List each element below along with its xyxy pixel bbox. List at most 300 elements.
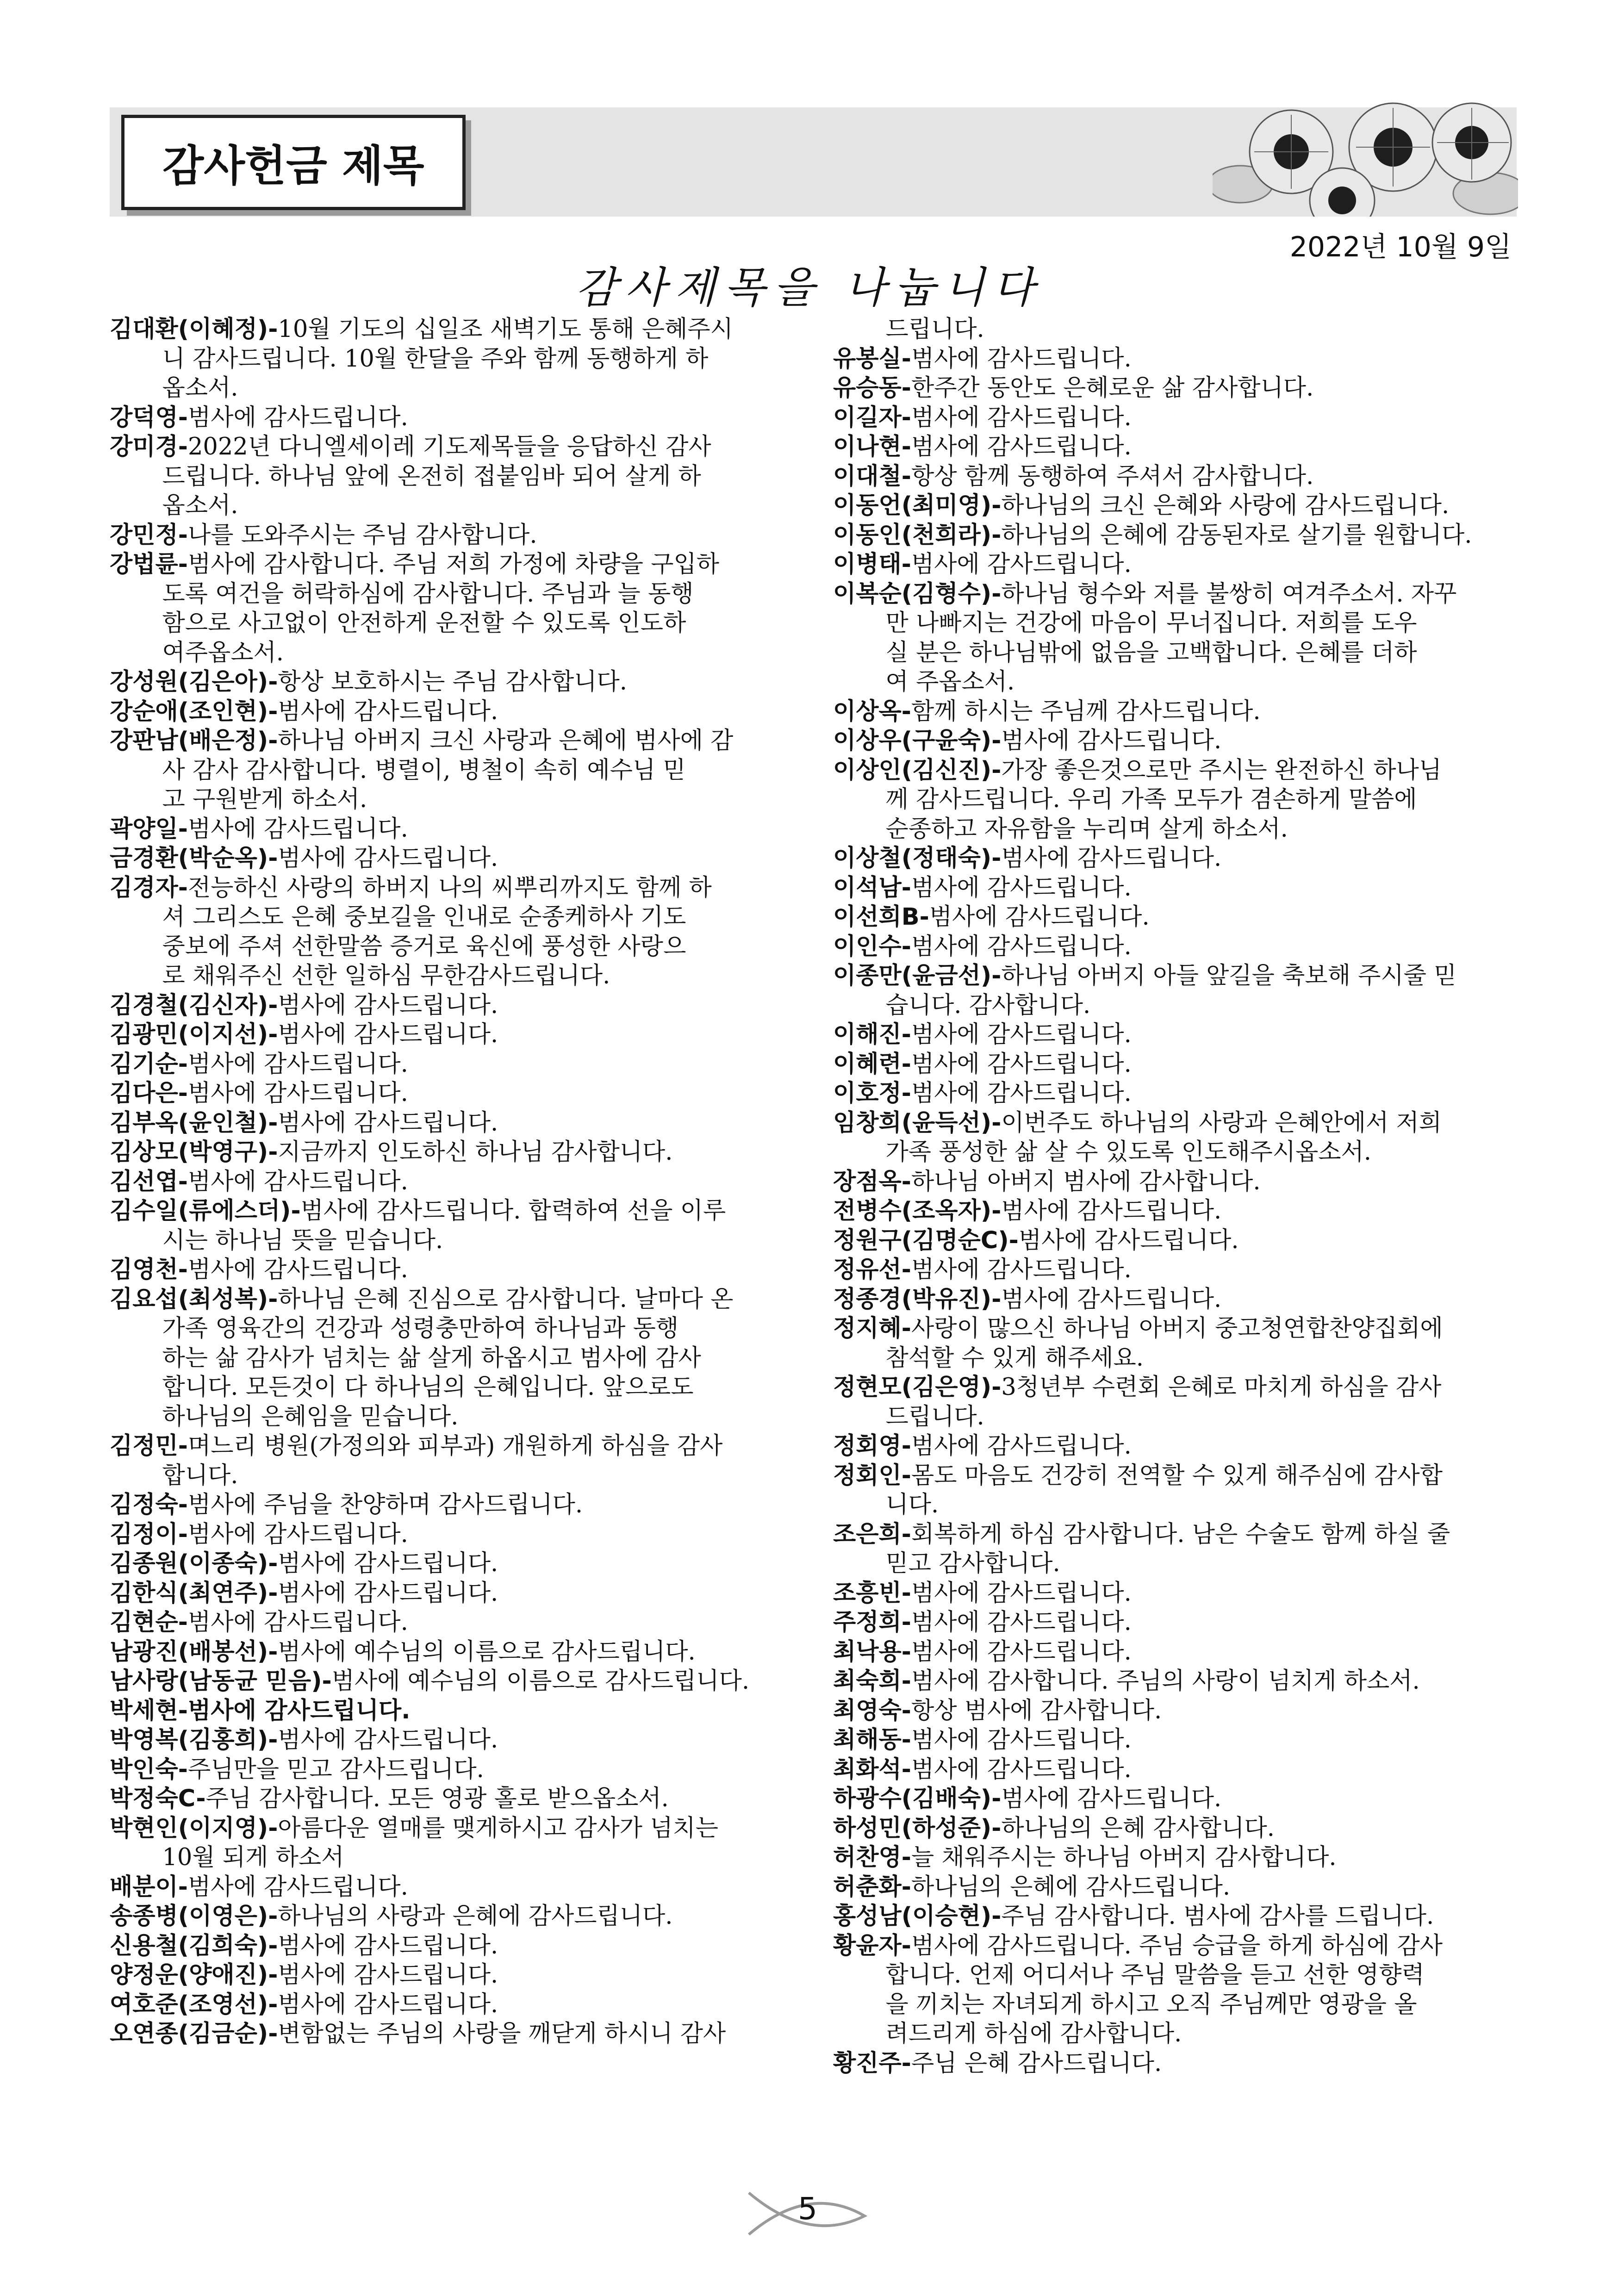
entry-line [110, 1196, 795, 1226]
entry-text: 범사에 감사드립니다. [911, 1432, 1132, 1460]
entry-name: 하성민(하성준)- [833, 1814, 1002, 1842]
entry-name: 정지혜- [833, 1315, 911, 1342]
entry-name: 강판남(배은정)- [110, 727, 278, 754]
entry-text: 도록 여건을 허락하심에 감사합니다. 주님과 늘 동행 [110, 580, 694, 608]
entry-text: 범사에 감사드립니다. [1018, 1226, 1239, 1254]
entry-name: 전병수(조옥자)- [833, 1197, 1002, 1225]
entry-name: 김대환(이혜정)- [110, 316, 278, 343]
entry-text: 범사에 감사드립니다. [278, 1726, 498, 1754]
entry-line [110, 932, 795, 962]
entry-text: 범사에 예수님의 이름으로 감사드립니다. [278, 1638, 696, 1666]
entry-text: 범사에 감사드립니다. [1001, 727, 1222, 754]
entry-line [833, 785, 1518, 815]
entry-text: 아름다운 열매를 맺게하시고 감사가 넘치는 [278, 1814, 719, 1842]
issue-date: 2022년 10월 9일 [1289, 231, 1512, 263]
entry-line [833, 1902, 1518, 1931]
entry-line [110, 638, 795, 668]
entry-line [833, 1873, 1518, 1902]
entry-line [833, 432, 1518, 462]
entry-text: 범사에 감사드립니다. [187, 1080, 408, 1107]
entry-text: 범사에 감사드립니다. [278, 845, 498, 872]
entry-name: 이혜련- [833, 1050, 911, 1078]
entry-line [110, 1637, 795, 1667]
entry-line [833, 844, 1518, 873]
entry-text: 10월 되게 하소서 [110, 1844, 344, 1871]
entry-line [833, 726, 1518, 756]
entry-name: 김선엽- [110, 1168, 188, 1195]
entry-text: 범사에 감사드립니다. [278, 1579, 498, 1607]
entry-name: 정유선- [833, 1256, 911, 1283]
entry-text: 범사에 주님을 찬양하며 감사드립니다. [187, 1491, 583, 1518]
entry-line [833, 1960, 1518, 1990]
entry-text: 중보에 주셔 선한말씀 증거로 육신에 풍성한 사랑으 [110, 933, 686, 960]
entry-name: 정현모(김은영)- [833, 1374, 1002, 1401]
entry-line [110, 1549, 795, 1579]
entry-line [833, 609, 1518, 638]
entry-text: 범사에 감사드립니다. [911, 1579, 1132, 1607]
entry-text: 범사에 감사드립니다. [911, 1755, 1132, 1783]
entry-text: 범사에 예수님의 이름으로 감사드립니다. [331, 1668, 750, 1695]
entry-line [833, 902, 1518, 932]
entry-text: 항상 보호하시는 주님 감사합니다. [278, 668, 627, 696]
entry-name: 박영복(김홍희)- [110, 1726, 278, 1754]
entry-text: 하나님 형수와 저를 불쌍히 여겨주소서. 자꾸 [1001, 580, 1457, 608]
entry-text: 범사에 감사드립니다. [278, 1550, 498, 1577]
entry-line [110, 726, 795, 756]
entry-line [833, 1020, 1518, 1050]
entry-text: 범사에 감사드립니다. [911, 1726, 1132, 1754]
entry-name: 허찬영- [833, 1844, 911, 1871]
entry-line [833, 697, 1518, 727]
entry-line [833, 1696, 1518, 1726]
entry-line [110, 1990, 795, 2020]
entry-line [110, 1314, 795, 1344]
entry-line [110, 550, 795, 579]
page-title: 감사헌금 제목 [121, 115, 466, 210]
entry-text: 드립니다. [833, 1403, 984, 1431]
entry-line [110, 1960, 795, 1990]
entry-text: 드립니다. 하나님 앞에 온전히 접붙임바 되어 살게 하 [110, 462, 701, 490]
entry-line [833, 2019, 1518, 2049]
entry-name: 이동인(천희라)- [833, 521, 1002, 549]
entry-text: 니다. [833, 1491, 939, 1518]
entry-line [833, 1079, 1518, 1108]
entry-text: 범사에 감사드립니다. [1001, 1285, 1222, 1313]
right-column [833, 315, 1518, 2078]
entry-line [110, 521, 795, 550]
entry-name: 강순애(조인현)- [110, 697, 278, 725]
entry-line [833, 491, 1518, 521]
entry-text: 주님 감사합니다. 모든 영광 홀로 받으옵소서. [205, 1785, 669, 1812]
entry-line [110, 1784, 795, 1814]
entry-text: 범사에 감사드립니다. [911, 345, 1132, 373]
entry-name: 김정숙- [110, 1491, 188, 1518]
entry-text: 범사에 감사드립니다. [187, 404, 408, 431]
entry-name: 최낙용- [833, 1638, 911, 1666]
entry-text: 범사에 감사드립니다. 합력하여 선을 이루 [300, 1197, 726, 1225]
entry-name: 이복순(김형수)- [833, 580, 1002, 608]
entry-text: 가족 풍성한 삶 살 수 있도록 인도해주시옵소서. [833, 1139, 1372, 1166]
entry-line [833, 1461, 1518, 1491]
entry-line [110, 1285, 795, 1314]
entry-text: 하나님 아버지 크신 사랑과 은혜에 범사에 감 [278, 727, 734, 754]
entry-name: 정회인- [833, 1462, 911, 1489]
entry-line [833, 932, 1518, 962]
entry-name: 박정숙C- [110, 1785, 206, 1812]
entry-line [110, 1461, 795, 1491]
entry-text: 범사에 감사드립니다. [911, 1080, 1132, 1107]
entry-line [833, 1725, 1518, 1755]
entry-text: 려드리게 하심에 감사합니다. [833, 2020, 1182, 2047]
entry-line [833, 1931, 1518, 1961]
entry-line [110, 1402, 795, 1432]
entry-text: 함으로 사고없이 안전하게 운전할 수 있도록 인도하 [110, 610, 686, 637]
entry-name: 남광진(배봉선)- [110, 1638, 278, 1666]
entry-name: 황진주- [833, 2049, 911, 2077]
entry-line [110, 1020, 795, 1050]
entry-text: 하나님의 은혜임을 믿습니다. [110, 1403, 459, 1431]
entry-line [110, 1431, 795, 1461]
entry-line [833, 1608, 1518, 1637]
entry-text: 범사에 감사드립니다. [1001, 1197, 1222, 1225]
entry-name: 강미경- [110, 433, 188, 460]
entry-name: 하광수(김배숙)- [833, 1785, 1002, 1812]
entry-text: 실 분은 하나님밖에 없음을 고백합니다. 은혜를 더하 [833, 639, 1417, 666]
entry-text: 한주간 동안도 은혜로운 삶 감사합니다. [911, 374, 1314, 402]
entry-text: 하나님 아버지 아들 앞길을 축보해 주시줄 믿 [1001, 962, 1457, 989]
entry-line [833, 1667, 1518, 1696]
entry-name: 조은희- [833, 1520, 911, 1548]
entry-line [833, 638, 1518, 668]
entry-line [833, 1520, 1518, 1549]
entry-line [833, 550, 1518, 579]
entry-text: 범사에 감사드립니다. [187, 1256, 408, 1283]
entry-name: 허춘화- [833, 1873, 911, 1901]
entry-text: 항상 함께 동행하여 주셔서 감사합니다. [911, 462, 1314, 490]
entry-text: 범사에 감사합니다. 주님의 사랑이 넘치게 하소서. [911, 1668, 1420, 1695]
entry-name: 김수일(류에스더)- [110, 1197, 301, 1225]
entry-text: 나를 도와주시는 주님 감사합니다. [187, 521, 537, 549]
entry-line [110, 815, 795, 844]
entry-text: 전능하신 사랑의 하버지 나의 씨뿌리까지도 함께 하 [187, 874, 712, 902]
entry-text: 늘 채워주시는 하나님 아버지 감사합니다. [911, 1844, 1337, 1871]
entry-text: 범사에 감사드립니다. [911, 551, 1132, 578]
entry-text: 범사에 감사드립니다. [278, 1932, 498, 1960]
entry-name: 유봉실- [833, 345, 911, 373]
entry-text: 범사에 감사드립니다. [187, 1050, 408, 1078]
entry-text: 범사에 감사드립니다. [911, 1638, 1132, 1666]
entry-line [110, 756, 795, 785]
entry-text: 사랑이 많으신 하나님 아버지 중고청연합찬양집회에 [911, 1315, 1443, 1342]
entry-text: 사 감사 감사합니다. 병렬이, 병철이 속히 예수님 믿 [110, 756, 686, 784]
entry-name: 정종경(박유진)- [833, 1285, 1002, 1313]
entry-text: 시는 하나님 뜻을 믿습니다. [110, 1226, 443, 1254]
entry-line [833, 1138, 1518, 1167]
entry-name: 최숙희- [833, 1668, 911, 1695]
entry-name: 김경철(김신자)- [110, 991, 278, 1019]
entry-text: 합니다. 언제 어디서나 주님 말씀을 듣고 선한 영향력 [833, 1961, 1425, 1989]
entry-line [833, 667, 1518, 697]
entry-text: 순종하고 자유함을 누리며 살게 하소서. [833, 815, 1288, 843]
entry-line [110, 609, 795, 638]
entry-line [110, 1696, 795, 1726]
entry-line [833, 1784, 1518, 1814]
entry-text: 가족 영육간의 건강과 성령충만하여 하나님과 동행 [110, 1315, 679, 1342]
page-number: 5 [798, 2191, 817, 2227]
entry-text: 범사에 감사드립니다. [911, 933, 1132, 960]
entry-name: 강법륜- [110, 551, 188, 578]
entry-line [833, 1373, 1518, 1402]
entry-line [110, 403, 795, 433]
entry-name: 강덕영- [110, 404, 188, 431]
entry-text: 옵소서. [110, 374, 238, 402]
entry-text: 하나님의 은혜에 감사드립니다. [911, 1873, 1231, 1901]
entry-text: 범사에 감사드립니다. [187, 815, 408, 843]
entry-text: 습니다. 감사합니다. [833, 991, 1091, 1019]
entry-line [110, 1814, 795, 1843]
entry-text: 범사에 감사드립니다. [187, 1609, 408, 1636]
sunflower-bouquet-image [1213, 101, 1518, 217]
entry-line [110, 961, 795, 991]
entry-line [833, 1490, 1518, 1520]
entry-text: 하나님 아버지 범사에 감사합니다. [911, 1168, 1261, 1195]
entry-name: 이대철- [833, 462, 911, 490]
entry-name: 이종만(윤금선)- [833, 962, 1002, 989]
entry-name: 김한식(최연주)- [110, 1579, 278, 1607]
entry-line [110, 902, 795, 932]
entry-line [833, 315, 1518, 344]
entry-text: 범사에 감사드립니다. [278, 1109, 498, 1137]
entry-text: 범사에 감사드립니다. [278, 697, 498, 725]
entry-line [110, 315, 795, 344]
entry-text: 2022년 다니엘세이레 기도제목들을 응답하신 감사 [187, 433, 711, 460]
entry-name: 정원구(김명순C)- [833, 1226, 1019, 1254]
entry-line [110, 1755, 795, 1785]
entry-name: 장점옥- [833, 1168, 911, 1195]
entry-text: 범사에 감사드립니다. [278, 1961, 498, 1989]
entry-line [110, 1608, 795, 1637]
entry-name: 김경자- [110, 874, 188, 902]
entry-text: 합니다. 모든것이 다 하나님의 은혜입니다. 앞으로도 [110, 1374, 694, 1401]
entry-line [110, 1490, 795, 1520]
entry-line [833, 1990, 1518, 2020]
entry-name: 이호정- [833, 1080, 911, 1107]
entry-text: 범사에 감사드립니다. [1001, 1785, 1222, 1812]
entry-name: 정회영- [833, 1432, 911, 1460]
entry-line [833, 344, 1518, 374]
entry-text: 항상 범사에 감사합니다. [911, 1697, 1162, 1724]
entry-name: 홍성남(이승현)- [833, 1903, 1002, 1930]
entry-text: 범사에 감사드립니다. [1001, 845, 1222, 872]
entry-name: 유승동- [833, 374, 911, 402]
entry-name: 최영숙- [833, 1697, 911, 1724]
entry-text: 하나님의 은혜에 감동된자로 살기를 원합니다. [1001, 521, 1472, 549]
entry-name: 이상철(정태숙)- [833, 845, 1002, 872]
entry-text: 회복하게 하심 감사합니다. 남은 수술도 함께 하실 줄 [911, 1520, 1450, 1548]
entry-text: 여 주옵소서. [833, 668, 1015, 696]
entry-text: 하나님의 사랑과 은혜에 감사드립니다. [278, 1903, 673, 1930]
entry-line [110, 1931, 795, 1961]
entry-text: 하나님의 은혜 감사합니다. [1001, 1814, 1275, 1842]
entry-line [110, 1873, 795, 1902]
entry-line [833, 403, 1518, 433]
entry-line [110, 1050, 795, 1079]
entry-text: 옵소서. [110, 492, 238, 519]
entry-name: 황윤자- [833, 1932, 911, 1960]
entry-line [110, 1520, 795, 1549]
entry-line [110, 1579, 795, 1608]
entry-text: 범사에 감사드립니다. [911, 1256, 1132, 1283]
entry-name: 주정희- [833, 1609, 911, 1636]
entry-text: 범사에 감사드립니다. 주님 승급을 하게 하심에 감사 [911, 1932, 1443, 1960]
entry-name: 남사랑(남동균 믿음)- [110, 1668, 332, 1695]
entry-line [110, 373, 795, 403]
entry-line [833, 1431, 1518, 1461]
entry-name: 강민정- [110, 521, 188, 549]
section-title: 감사제목을 나눕니다 [575, 263, 1043, 312]
entry-line [110, 2019, 795, 2049]
entry-name: 강성원(김은아)- [110, 668, 278, 696]
entry-line [833, 1579, 1518, 1608]
entry-name: 금경환(박순옥)- [110, 845, 278, 872]
entry-line [833, 1108, 1518, 1138]
entry-line [110, 1344, 795, 1373]
entry-name: 김요섭(최성복)- [110, 1285, 278, 1313]
entry-name: 최해동- [833, 1726, 911, 1754]
entry-name: 곽양일- [110, 815, 188, 843]
entry-line [833, 1814, 1518, 1843]
entry-text: 범사에 감사드립니다. [187, 1168, 408, 1195]
entry-line [833, 815, 1518, 844]
entry-line [833, 1549, 1518, 1579]
entry-line [110, 1079, 795, 1108]
entry-line [833, 1843, 1518, 1873]
entry-text: 믿고 감사합니다. [833, 1550, 1060, 1577]
entry-name: 김광민(이지선)- [110, 1021, 278, 1048]
entry-name: 이선희B- [833, 903, 929, 931]
entry-text: 하는 삶 감사가 넘치는 삶 살게 하옵시고 범사에 감사 [110, 1344, 701, 1372]
entry-text: 셔 그리스도 은혜 중보길을 인내로 순종케하사 기도 [110, 903, 686, 931]
entry-name: 이상우(구윤숙)- [833, 727, 1002, 754]
entry-text: 참석할 수 있게 해주세요. [833, 1344, 1144, 1372]
entry-line [833, 1314, 1518, 1344]
entry-line [833, 579, 1518, 609]
entry-text: 을 끼치는 자녀되게 하시고 오직 주님께만 영광을 올 [833, 1991, 1417, 2018]
entry-text: 하나님 은혜 진심으로 감사합니다. 날마다 온 [278, 1285, 734, 1313]
entry-text: 하나님의 크신 은혜와 사랑에 감사드립니다. [1001, 492, 1450, 519]
entry-line [110, 462, 795, 492]
entry-text: 만 나빠지는 건강에 마음이 무너집니다. 저희를 도우 [833, 610, 1417, 637]
entry-line [833, 1050, 1518, 1079]
entry-text: 주님 감사합니다. 범사에 감사를 드립니다. [1001, 1903, 1434, 1930]
entry-name: 박세현-범사에 감사드립니다. [110, 1697, 411, 1724]
entry-line [833, 1402, 1518, 1432]
entry-text: 가장 좋은것으로만 주시는 완전하신 하나님 [1001, 756, 1442, 784]
entry-text: 함께 하시는 주님께 감사드립니다. [911, 697, 1261, 725]
entry-text: 범사에 감사드립니다. [911, 433, 1132, 460]
entry-line [110, 785, 795, 815]
entry-name: 오연종(김금순)- [110, 2020, 278, 2047]
entry-line [110, 991, 795, 1020]
entry-line [110, 844, 795, 873]
entry-line [833, 1285, 1518, 1314]
entry-line [110, 1167, 795, 1197]
entry-text: 로 채워주신 선한 일하심 무한감사드립니다. [110, 962, 610, 989]
entry-name: 최화석- [833, 1755, 911, 1783]
entry-name: 김부옥(윤인철)- [110, 1109, 278, 1137]
entry-name: 박인숙- [110, 1755, 188, 1783]
entry-name: 김정민- [110, 1432, 188, 1460]
entry-name: 신용철(김희숙)- [110, 1932, 278, 1960]
entry-text: 범사에 감사드립니다. [911, 874, 1132, 902]
entry-line [833, 1226, 1518, 1256]
entry-line [110, 1902, 795, 1931]
entry-line [110, 873, 795, 903]
entry-name: 김종원(이종숙)- [110, 1550, 278, 1577]
entry-name: 이동언(최미영)- [833, 492, 1002, 519]
entry-name: 김기순- [110, 1050, 188, 1078]
entry-line [110, 1725, 795, 1755]
entry-text: 범사에 감사합니다. 주님 저희 가정에 차량을 구입하 [187, 551, 720, 578]
entry-text: 주님만을 믿고 감사드립니다. [187, 1755, 484, 1783]
entry-text: 께 감사드립니다. 우리 가족 모두가 겸손하게 말씀에 [833, 786, 1417, 813]
entry-line [833, 1344, 1518, 1373]
entry-line [833, 2049, 1518, 2078]
entry-line [110, 1667, 795, 1696]
entry-line [833, 1255, 1518, 1285]
entry-line [833, 1755, 1518, 1785]
entry-line [110, 1255, 795, 1285]
entry-text: 범사에 감사드립니다. [911, 1050, 1132, 1078]
entry-name: 박현인(이지영)- [110, 1814, 278, 1842]
entry-name: 이길자- [833, 404, 911, 431]
entry-text: 범사에 감사드립니다. [911, 1021, 1132, 1048]
entry-text: 니 감사드립니다. 10월 한달을 주와 함께 동행하게 하 [110, 345, 709, 373]
entry-line [833, 462, 1518, 492]
entry-name: 이상인(김신진)- [833, 756, 1002, 784]
entry-line [110, 491, 795, 521]
entry-name: 양정운(양애진)- [110, 1961, 278, 1989]
entry-name: 김영천- [110, 1256, 188, 1283]
entry-name: 여호준(조영선)- [110, 1991, 278, 2018]
entry-text: 지금까지 인도하신 하나님 감사합니다. [278, 1139, 673, 1166]
entry-line [110, 1138, 795, 1167]
left-column [110, 315, 795, 2049]
entry-text: 범사에 감사드립니다. [911, 404, 1132, 431]
entry-text: 변함없는 주님의 사랑을 깨닫게 하시니 감사 [278, 2020, 726, 2047]
entry-name: 조흥빈- [833, 1579, 911, 1607]
entry-name: 이해진- [833, 1021, 911, 1048]
entry-line [833, 1196, 1518, 1226]
entry-name: 김상모(박영구)- [110, 1139, 278, 1166]
entry-text: 10월 기도의 십일조 새벽기도 통해 은혜주시 [278, 316, 733, 343]
entry-name: 이상옥- [833, 697, 911, 725]
entry-line [833, 1637, 1518, 1667]
entry-line [833, 961, 1518, 991]
entry-name: 이나현- [833, 433, 911, 460]
entry-line [110, 1843, 795, 1873]
entry-line [110, 667, 795, 697]
entry-line [110, 1108, 795, 1138]
entry-text: 고 구원받게 하소서. [110, 786, 367, 813]
entry-name: 김정이- [110, 1520, 188, 1548]
entry-text: 드립니다. [833, 316, 984, 343]
entry-line [833, 1167, 1518, 1197]
entry-line [110, 579, 795, 609]
entry-name: 이인수- [833, 933, 911, 960]
entry-line [110, 697, 795, 727]
entry-name: 배분이- [110, 1873, 188, 1901]
